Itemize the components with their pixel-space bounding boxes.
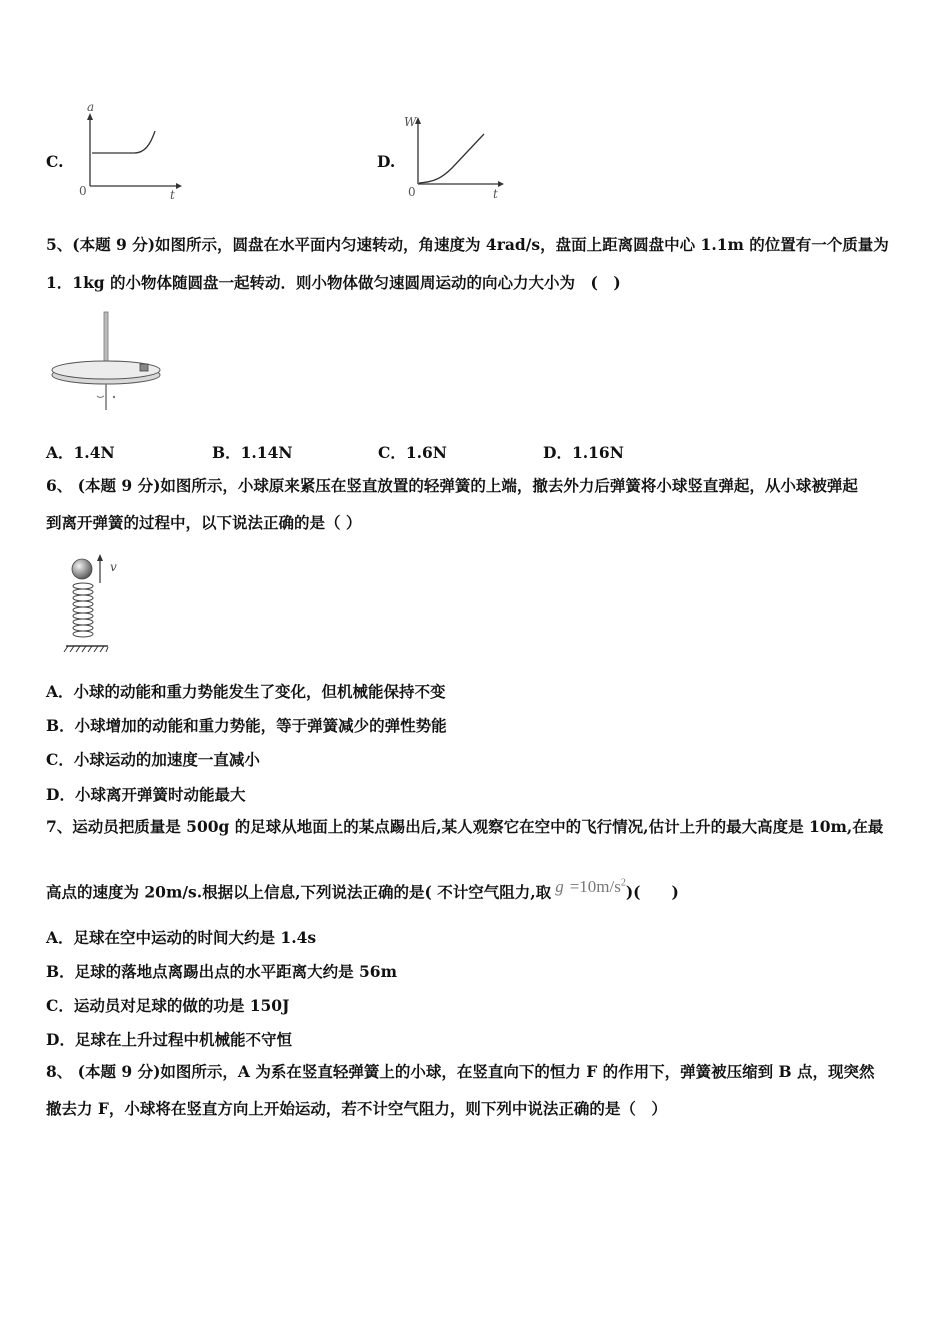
q5-option-b[interactable]: B．1.14N — [212, 443, 293, 462]
q7-option-c[interactable]: C．运动员对足球的做的功是 150J — [46, 996, 290, 1015]
q5-rotation-dot — [113, 396, 115, 398]
q5-rotation-mark — [97, 396, 104, 398]
q7-stem-line2-text: 高点的速度为 20m/s.根据以上信息,下列说法正确的是( 不计空气阻力,取 — [46, 882, 552, 902]
q5-stem-line1: 5、(本题 9 分)如图所示，圆盘在水平面内匀速转动，角速度为 4rad/s，盘面上距离圆盘中心 1.1m 的位置有一个质量为 — [46, 235, 889, 254]
graph-d-y-label: W — [404, 115, 417, 129]
q6-spring-ball-figure — [62, 553, 132, 657]
q8-stem-line2: 撤去力 F，小球将在竖直方向上开始运动，若不计空气阻力，则下列中说法正确的是（ ） — [46, 1099, 667, 1118]
graph-c-y-label: a — [87, 100, 95, 114]
graph-c-origin: 0 — [79, 184, 87, 198]
q7-gravity-formula — [551, 877, 626, 896]
q6-option-c[interactable]: C．小球运动的加速度一直减小 — [46, 750, 260, 769]
graph-d-curve — [419, 134, 484, 183]
q6-velocity-arrowhead — [97, 554, 103, 561]
graph-d-origin: 0 — [408, 185, 416, 199]
q6-ball — [72, 559, 92, 579]
q8-stem-line1: 8、 (本题 9 分)如图所示，A 为系在竖直轻弹簧上的小球，在竖直向下的恒力 F 的作用下，弹簧被压缩到 B 点，现突然 — [46, 1062, 875, 1081]
graph-c-y-arrow — [87, 113, 93, 120]
graph-d-x-arrow — [498, 181, 504, 187]
graph-c-curve — [92, 131, 155, 153]
q5-small-object — [140, 364, 148, 371]
q5-option-d[interactable]: D．1.16N — [543, 443, 624, 462]
q6-velocity-label: v — [110, 560, 117, 574]
q7-option-b[interactable]: B．足球的落地点离踢出点的水平距离大约是 56m — [46, 962, 397, 981]
q7-stem-line2 — [46, 876, 679, 903]
graph-c-a-vs-t — [72, 98, 182, 202]
q5-stem-line2: 1．1kg 的小物体随圆盘一起转动．则小物体做匀速圆周运动的向心力大小为 ( ) — [46, 273, 621, 292]
option-c-label: C. — [46, 152, 64, 171]
graph-c-x-label: t — [170, 188, 175, 202]
graph-c-x-arrow — [176, 183, 182, 189]
q7-formula-g: g — [555, 876, 564, 896]
q5-axle-top — [104, 312, 108, 366]
q6-stem-line1: 6、 (本题 9 分)如图所示，小球原来紧压在竖直放置的轻弹簧的上端，撤去外力后弹簧将小球竖直弹起，从小球被弹起 — [46, 476, 858, 495]
q6-ground-hatch — [64, 646, 108, 652]
option-d-label: D. — [377, 152, 396, 171]
graph-d-x-label: t — [493, 187, 498, 201]
q7-formula-exponent: 2 — [620, 877, 626, 888]
q6-option-b[interactable]: B．小球增加的动能和重力势能，等于弹簧减少的弹性势能 — [46, 716, 447, 735]
q6-stem-line2: 到离开弹簧的过程中，以下说法正确的是（ ） — [46, 513, 362, 532]
q7-option-d[interactable]: D．足球在上升过程中机械能不守恒 — [46, 1030, 292, 1049]
q7-stem-line1: 7、运动员把质量是 500g 的足球从地面上的某点踢出后,某人观察它在空中的飞行情况,估计上升的最大高度是 10m,在最 — [46, 817, 884, 836]
q6-option-d[interactable]: D．小球离开弹簧时动能最大 — [46, 785, 246, 804]
q7-formula-value: =10m/s — [569, 876, 621, 896]
q7-option-a[interactable]: A．足球在空中运动的时间大约是 1.4s — [46, 928, 317, 947]
q7-stem-line2-tail: )( ) — [625, 882, 679, 902]
graph-d-w-vs-t — [402, 110, 506, 204]
q5-option-c[interactable]: C．1.6N — [378, 443, 447, 462]
q5-rotating-disc-figure — [48, 310, 166, 412]
q6-option-a[interactable]: A．小球的动能和重力势能发生了变化，但机械能保持不变 — [46, 682, 446, 701]
q6-spring — [73, 583, 93, 637]
q5-option-a[interactable]: A．1.4N — [46, 443, 115, 462]
